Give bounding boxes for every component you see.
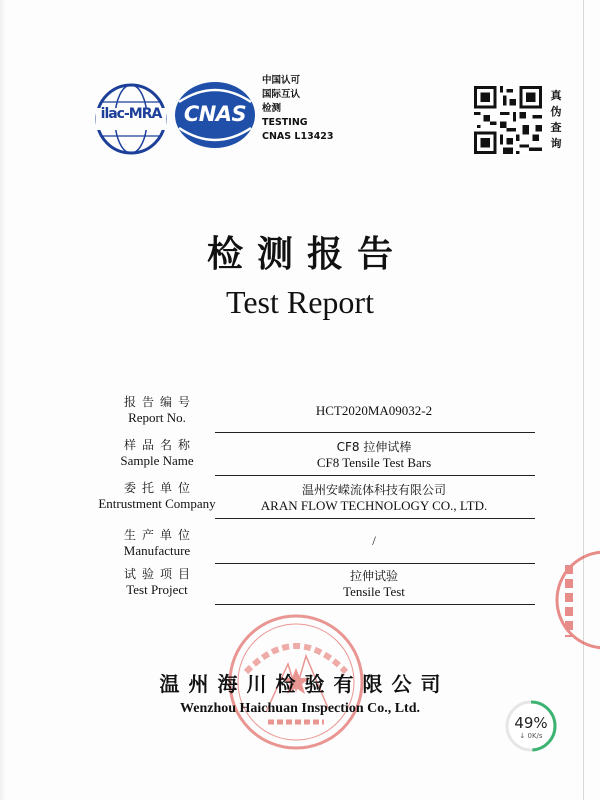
field-label-en: Manufacture	[123, 543, 191, 558]
field-label-cn: 委托单位	[123, 481, 196, 495]
verification-qr-code-icon[interactable]	[474, 86, 542, 154]
progress-percent: 49%	[514, 714, 548, 732]
field-value-line: ARAN FLOW TECHNOLOGY CO., LTD.	[260, 498, 488, 513]
field-label	[92, 527, 222, 559]
field-value	[215, 482, 533, 514]
field-value-line: CF8 拉伸试棒	[336, 440, 412, 454]
ilac-logo-text: ilac-MRA	[100, 106, 162, 122]
accreditation-info	[262, 74, 334, 144]
verify-char: 伪	[550, 105, 562, 118]
transfer-rate-value: 0K/s	[527, 732, 543, 740]
accreditation-line: CNAS L13423	[262, 131, 334, 142]
field-value-line: CF8 Tensile Test Bars	[316, 455, 432, 470]
verify-char: 询	[550, 137, 562, 150]
field-label-cn: 生产单位	[123, 528, 196, 542]
accreditation-line: 检测	[262, 103, 282, 114]
accreditation-line: TESTING	[262, 117, 308, 128]
field-value-line: HCT2020MA09032-2	[315, 403, 433, 418]
field-label	[92, 566, 222, 598]
field-value	[215, 403, 533, 419]
verify-char: 查	[550, 121, 562, 134]
accreditation-line: 国际互认	[262, 89, 301, 100]
field-label	[92, 437, 222, 469]
verify-authenticity-label	[550, 88, 562, 152]
field-label-cn: 报告编号	[123, 395, 196, 409]
field-label	[92, 394, 222, 426]
field-label-en: Entrustment Company	[98, 496, 216, 511]
underline	[215, 604, 535, 605]
field-label-cn: 样品名称	[123, 438, 196, 452]
underline	[215, 563, 535, 564]
cnas-logo-text: CNAS	[183, 102, 247, 126]
field-label-en: Test Project	[126, 582, 188, 597]
field-value	[215, 533, 533, 549]
field-value-line: 拉伸试验	[349, 569, 398, 583]
report-title-en: Test Report	[226, 284, 374, 320]
transfer-rate: ↓ 0K/s	[519, 732, 543, 740]
field-label-en: Sample Name	[120, 453, 194, 468]
field-manufacture	[60, 523, 550, 565]
field-sample-name	[60, 437, 550, 479]
field-entrustment-company	[60, 480, 550, 522]
underline	[215, 518, 535, 519]
verify-char: 真	[550, 89, 562, 102]
partial-seal-stamp	[555, 545, 600, 655]
field-value-line: Tensile Test	[343, 584, 405, 599]
underline	[215, 475, 535, 476]
field-value-line: /	[372, 533, 376, 548]
field-test-project	[60, 566, 550, 608]
underline	[215, 432, 535, 433]
field-value	[215, 439, 533, 471]
field-label-cn: 试验项目	[123, 567, 196, 581]
issuer-name-cn: 温州海川检验有限公司	[159, 672, 450, 696]
cnas-logo	[173, 80, 257, 150]
field-label	[92, 480, 222, 512]
accreditation-line: 中国认可	[262, 75, 301, 86]
field-value-line: 温州安嵘流体科技有限公司	[301, 483, 446, 497]
ilac-mra-logo	[94, 82, 168, 156]
field-report-no	[60, 394, 550, 436]
issuer-name-en: Wenzhou Haichuan Inspection Co., Ltd.	[180, 701, 420, 716]
field-label-en: Report No.	[128, 410, 186, 425]
field-value	[215, 568, 533, 600]
report-title-cn: 检测报告	[206, 234, 407, 275]
download-progress-widget[interactable]	[505, 700, 557, 752]
